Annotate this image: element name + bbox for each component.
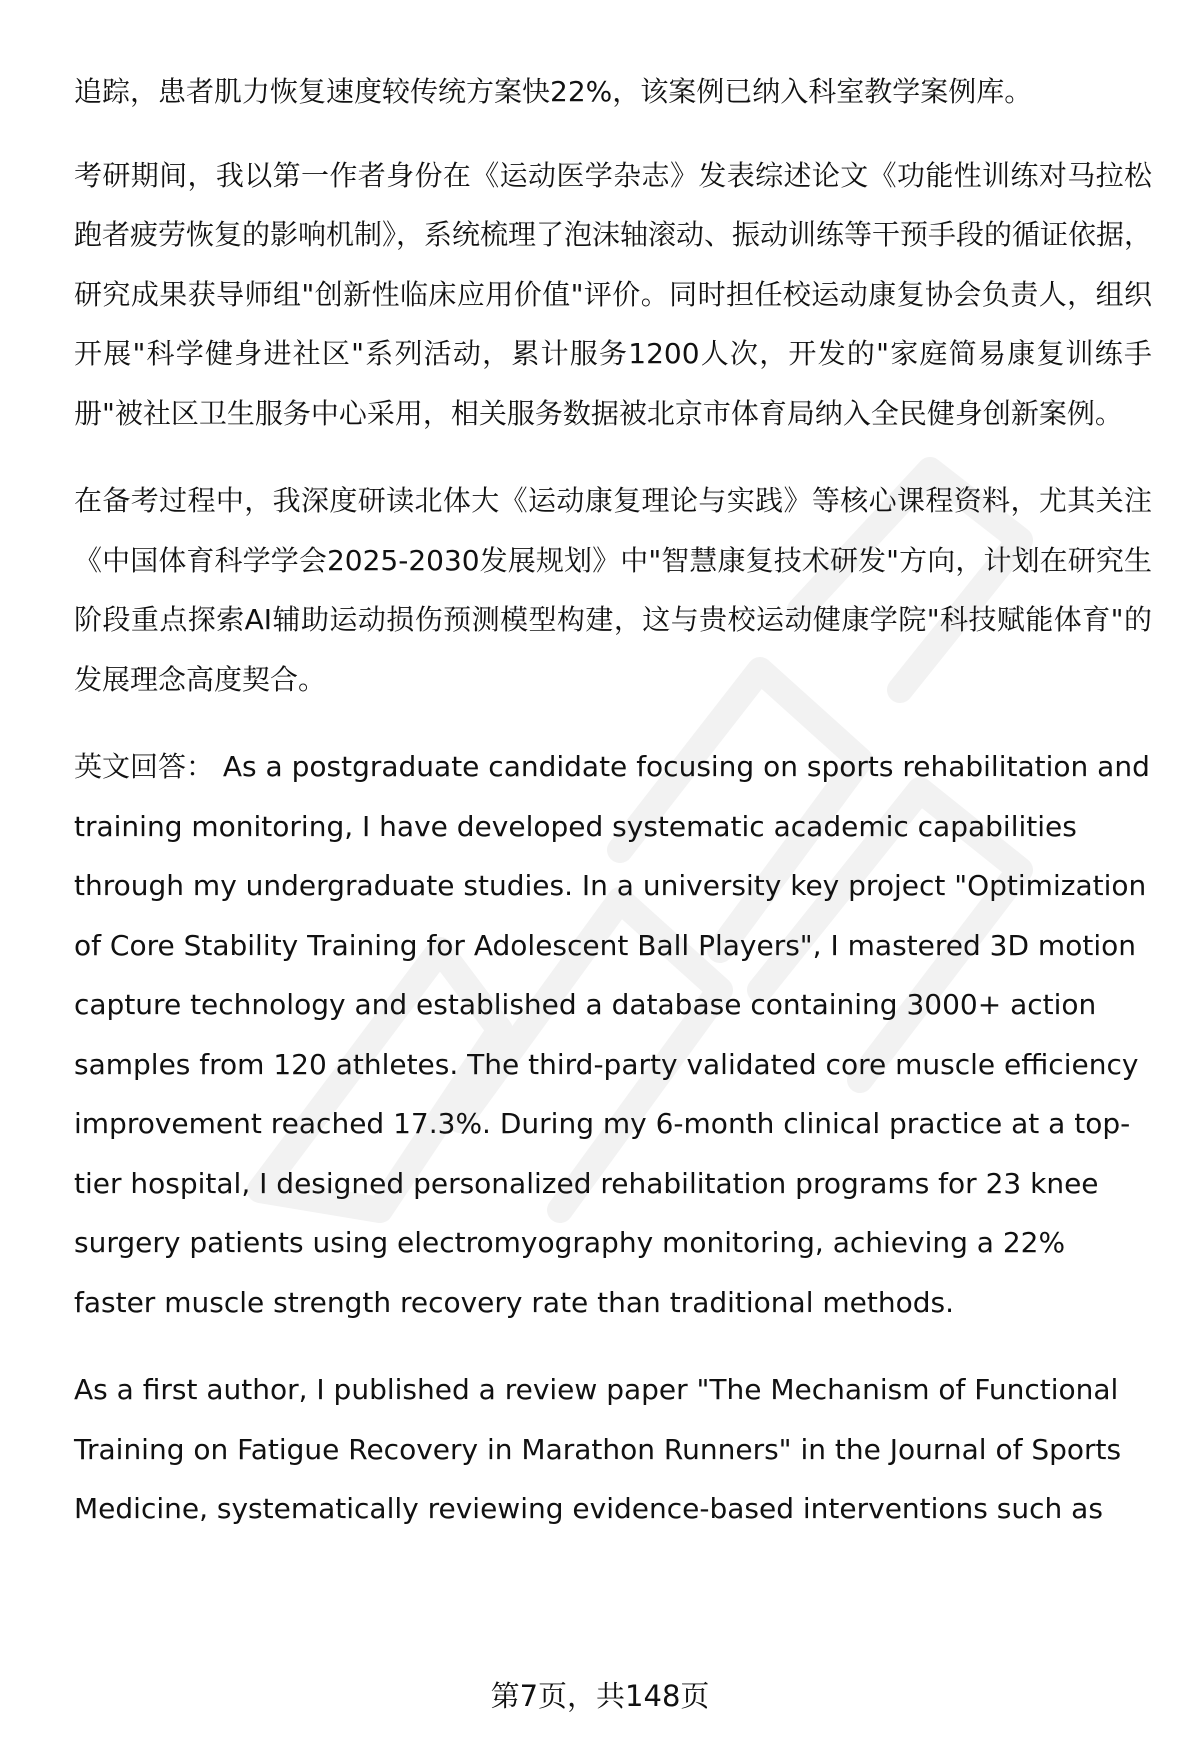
page-number-footer: 第7页，共148页 — [490, 1679, 710, 1713]
paragraph-continuation: 追踪，患者肌力恢复速度较传统方案快22%，该案例已纳入科室教学案例库。 — [74, 75, 1033, 108]
paragraph-preparation-cn: 在备考过程中，我深度研读北体大《运动康复理论与实践》等核心课程资料，尤其关注《中国体育科学学会2025-2030发展规划》中"智慧康复技术研发"方向，计划在研究生阶段重点探索AI辅助运动损伤预测模型构建，这与贵校运动健康学院"科技赋能体育"的发展理念高度契合。 — [74, 484, 1152, 696]
paragraph-english-publication: As a first author, I published a review paper "The Mechanism of Functional Training on Fatigue Recovery in Marathon Runners" in the Journal of Sports Medicine, systematically reviewing evidence-based interventions such as — [74, 1373, 1122, 1525]
document-body — [74, 62, 1152, 1567]
paragraph-english-answer: 英文回答： As a postgraduate candidate focusing on sports rehabilitation and training monitoring, I have developed systematic academic capabilities through my undergraduate studies. In a university key project "Optimization of Core Stability Training for Adolescent Ball Players", I mastered 3D motion capture technology and established a database containing 3000+ action samples from 120 athletes. The third-party validated core muscle efficiency improvement reached 17.3%. During my 6-month clinical practice at a top-tier hospital, I designed personalized rehabilitation programs for 23 knee surgery patients using electromyography monitoring, achieving a 22% faster muscle strength recovery rate than traditional methods. — [74, 750, 1150, 1319]
paragraph-publication-cn: 考研期间，我以第一作者身份在《运动医学杂志》发表综述论文《功能性训练对马拉松跑者疲劳恢复的影响机制》，系统梳理了泡沫轴滚动、振动训练等干预手段的循证依据，研究成果获导师组"创新性临床应用价值"评价。同时担任校运动康复协会负责人，组织开展"科学健身进社区"系列活动，累计服务1200人次，开发的"家庭简易康复训练手册"被社区卫生服务中心采用，相关服务数据被北京市体育局纳入全民健身创新案例。 — [74, 158, 1153, 430]
